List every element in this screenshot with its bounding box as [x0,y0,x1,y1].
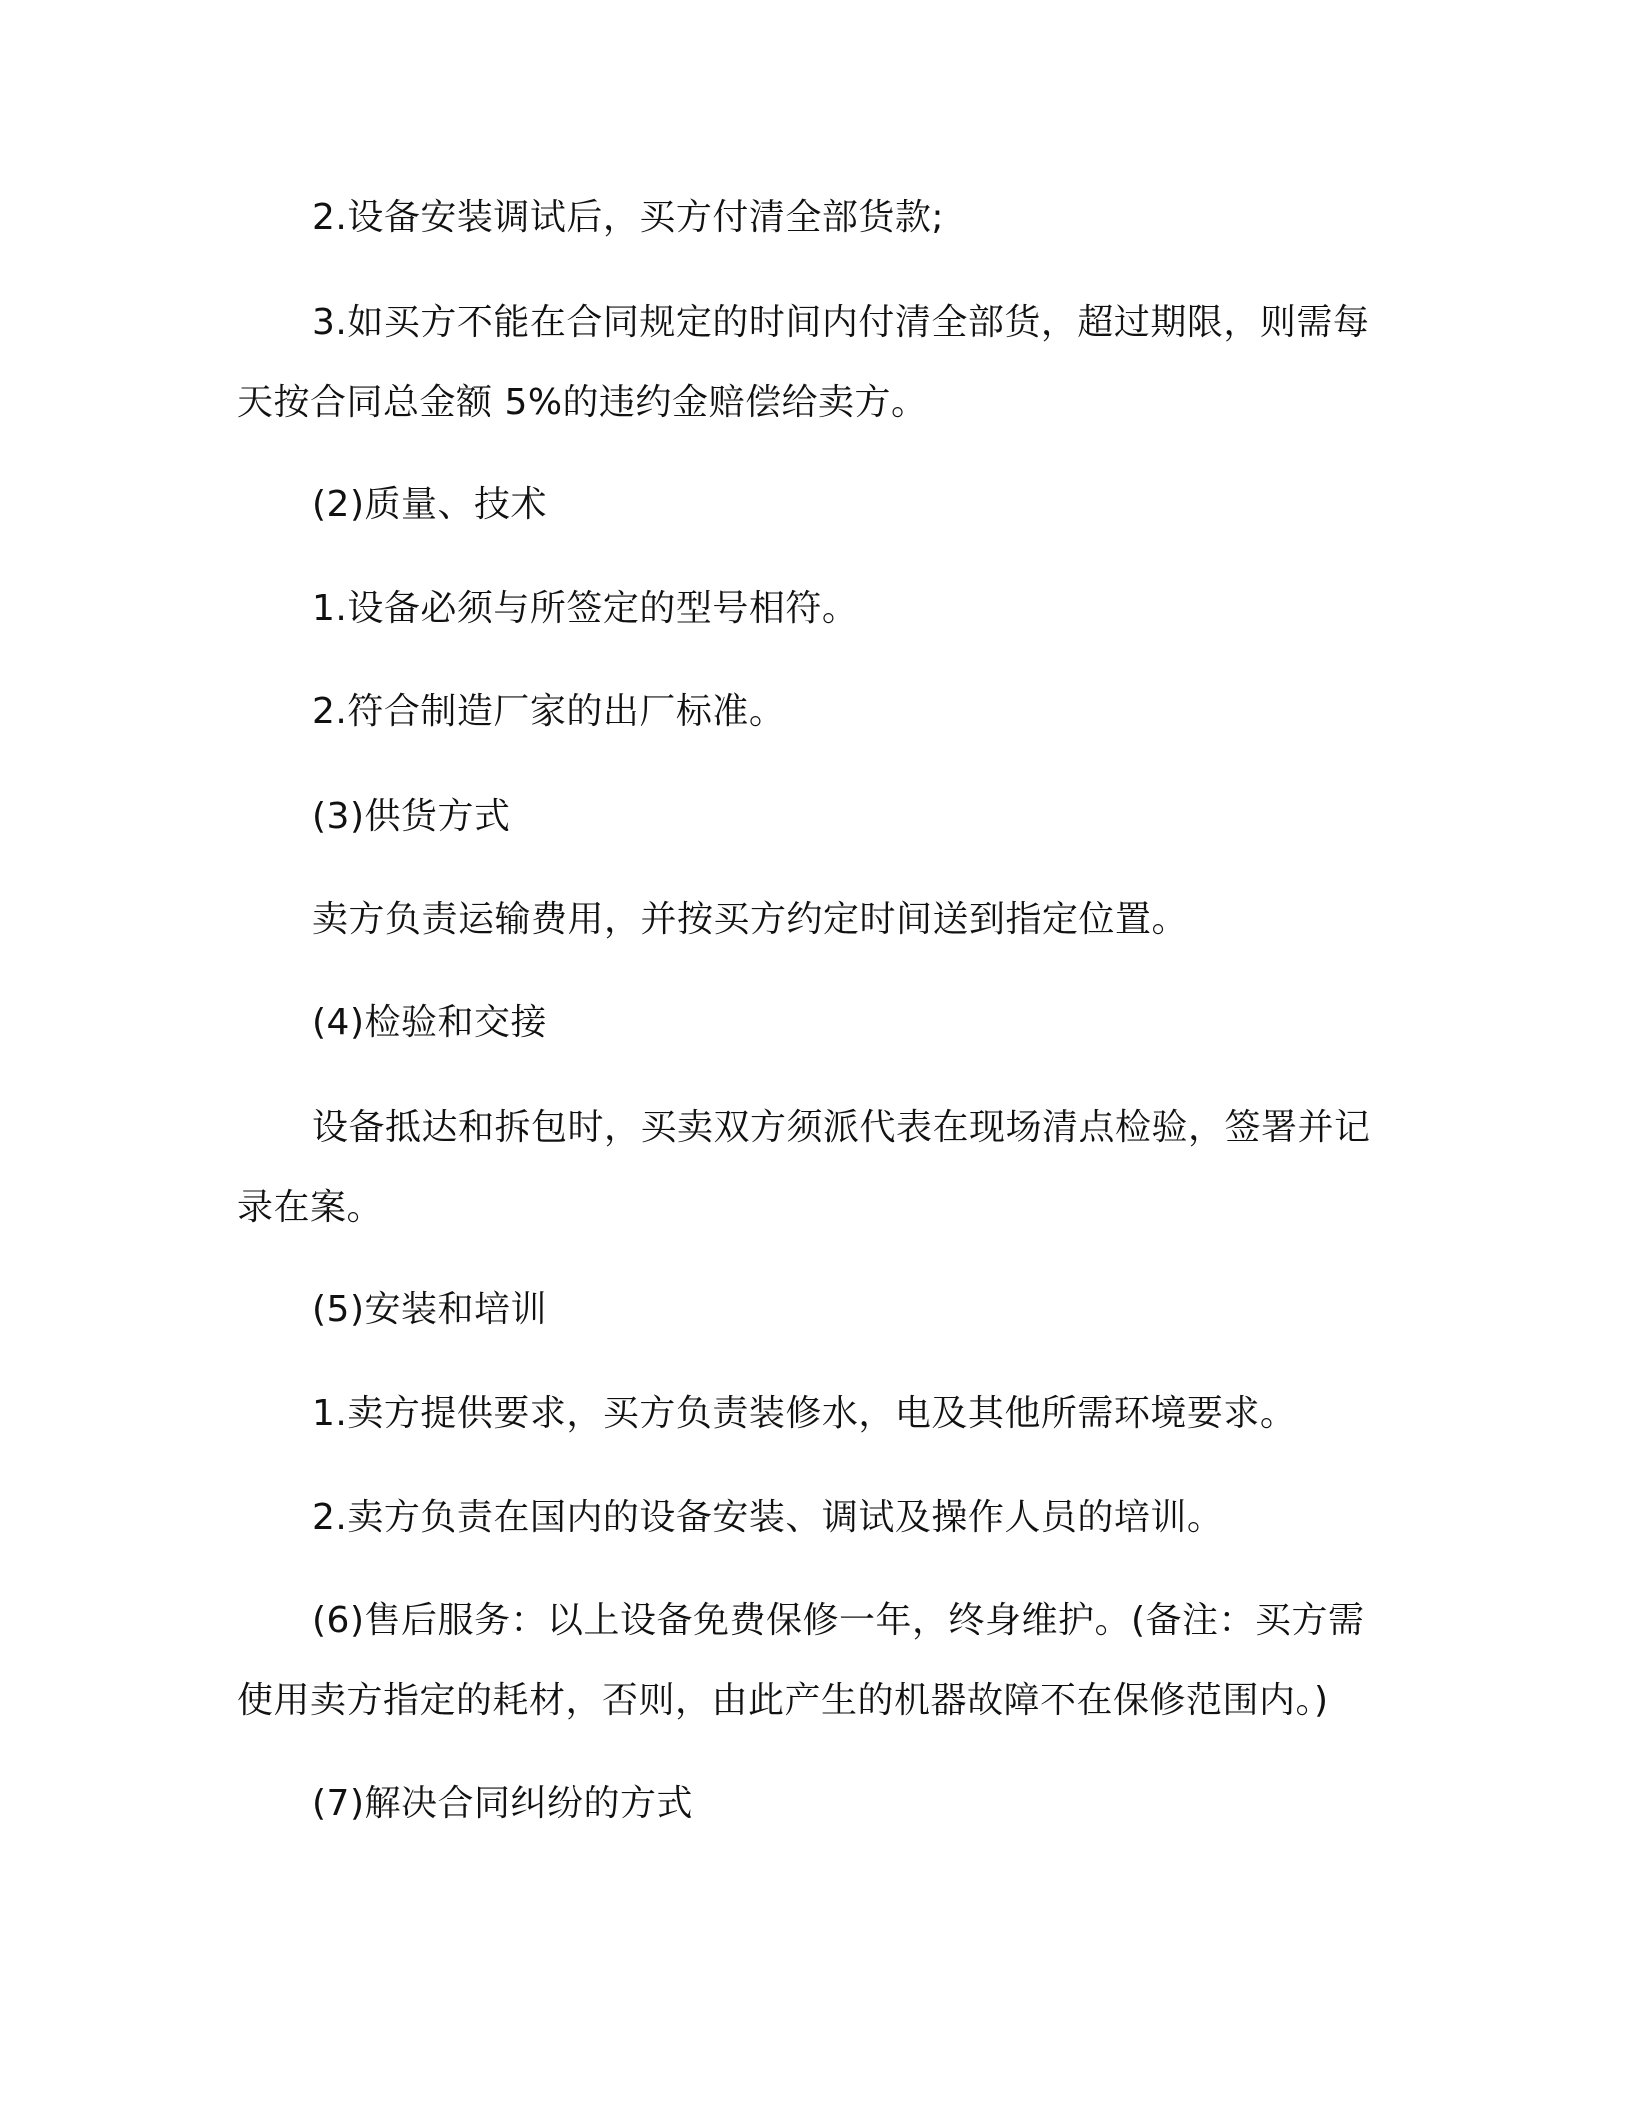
paragraph-after-sales: (6)售后服务：以上设备免费保修一年，终身维护。(备注：买方需使用卖方指定的耗材，否则，由此产生的机器故障不在保修范围内。) [237,1600,1365,1721]
paragraph-payment-3: 3.如买方不能在合同规定的时间内付清全部货，超过期限，则需每天按合同总金额 5%的违约金赔偿给卖方。 [237,302,1370,423]
heading-supply-method: (3)供货方式 [312,796,511,837]
heading-quality-technology: (2)质量、技术 [312,484,547,525]
paragraph-installation-1: 1.卖方提供要求，买方负责装修水，电及其他所需环境要求。 [312,1393,1297,1434]
paragraph-inspection: 设备抵达和拆包时，买卖双方须派代表在现场清点检验，签署并记录在案。 [237,1107,1371,1228]
heading-dispute-resolution: (7)解决合同纠纷的方式 [312,1783,693,1824]
heading-installation-training: (5)安装和培训 [312,1289,547,1330]
heading-inspection-handover: (4)检验和交接 [312,1002,547,1043]
paragraph-quality-1: 1.设备必须与所签定的型号相符。 [312,588,859,629]
paragraph-payment-2: 2.设备安装调试后，买方付清全部货款; [312,197,944,238]
paragraph-installation-2: 2.卖方负责在国内的设备安装、调试及操作人员的培训。 [312,1497,1224,1538]
paragraph-supply: 卖方负责运输费用，并按买方约定时间送到指定位置。 [312,899,1189,940]
paragraph-quality-2: 2.符合制造厂家的出厂标准。 [312,691,786,732]
